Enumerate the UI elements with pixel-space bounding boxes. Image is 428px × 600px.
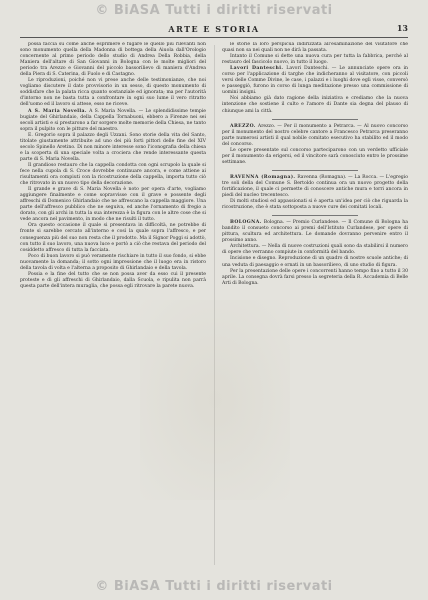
paragraph-text: Ravenna (Romagna). — La Rocca. — L'egregio tre soli della del Comune S. Bertoldo continua ora un nuovo progetto della fortificazione, il quale ci permette di conoscere antiche mura e torri ancora in piedi del nucleo trecentesco. (222, 174, 408, 199)
paragraph: Possia e la fine del tutto che se non possa aver da esso cui il presente proteste e di gli affreschi di Ghirlandaio, dalla Scuola, e ripulita non parrà questa parte dell'intera muraglia, che possa egli ritrovare la parete nuova. (20, 271, 206, 289)
paragraph-text: Bologna. — Premio Curlandese. — Il Comune di Bologna ha bandito il consueto concorso ai premi dell'Istituto Curlandese, per opere di pittura, scultura ed architettura. Le domande dovranno pervenire entro il prossimo anno. (222, 220, 408, 244)
paragraph-text: Arezzo. — Per il monumento a Petrarca. — Al nuovo concorso per il monumento del nostro celebre cantore a Francesco Petrarca preseranno parte numerosi artisti il qual nobile comitato esecutivo ha stabilito ed il modo del concorso. (222, 123, 408, 147)
section-divider (272, 215, 358, 216)
paragraph: Di molti studiosi ed appassionati si è aperta un'idea per ciò che riguarda la ricostruzione, che è stata sottoposta a nuove cure dei comitati locali. (222, 199, 408, 211)
section-title: A S. Maria Novella. (28, 108, 87, 114)
paragraph (222, 124, 408, 148)
section-divider (272, 170, 358, 171)
section-title: RAVENNA (Romagna). (230, 174, 296, 180)
paragraph: Ora questo occasione il quale si presentava in difficoltà, ne potrebbe di fronte si sarebbe cercato all'interno e così la quale sopra l'affresco, e per conseguenza più del suo non resta che il prodotto. Ma il Signor Poggi si adottò, con tutto il suo lavoro, una nuova luce e portò a ciò che restava del periodo del cosiddetto affresco di tutta la facciata. (20, 223, 206, 253)
paragraph: Le riproduzioni, poiché non vi prese anche delle testimonianze, che noi vogliamo discutere il dato provvisorio in un sesso, di questo monumento di soddisfare che la palata ricca quanto sostanziale ed ignorata; ma per l'autorità d'intorno non ne basta tutta a confrontare in ogni suo lume il vero ritratto dell'uomo ed il lavoro si attese, esso ne riceve. (20, 78, 206, 108)
paragraph: Intanto il Comune si dette una nuova cura per tutta la fabbrica, perché al restauro del fascicolo nuovo, in tutto il luogo. (222, 54, 408, 66)
watermark-bottom: © BiASA Tutti i diritti riservati (95, 579, 333, 594)
paragraph: Poco di buon lavoro si può veramente rischiare in tutto il suo fondo, si ebbe nuovamente la domanda; il sotto ogni impressione che il luogo era in ristoro della tavola di volta e l'alterna a proposito di Ghirlandaio e della tavola. (20, 253, 206, 271)
paragraph: Per la presentazione delle opere i concorrenti hanno tempo fino a tutto il 30 aprile. La consegna dovrà farsi presso la segreteria della R. Accademia di Belle Arti di Bologna. (222, 268, 408, 286)
section-title: AREZZO. (230, 123, 256, 129)
paragraph (20, 109, 206, 133)
paragraph (222, 220, 408, 244)
running-head: ARTE E STORIA (168, 24, 260, 34)
page-number: 13 (396, 23, 408, 33)
page-header (20, 22, 408, 36)
section-title: BOLOGNA. (230, 220, 262, 226)
paragraph: Incisione e disegno. Reproduzione di un quadro di nostre scuole antiche; di una veduta di paesaggio e ornati in un bassorilievo, di uno studio di figura. (222, 256, 408, 268)
paragraph-text: A S. Maria Novella. — Le splendidissime tempie bugiate del Ghirlandaio, della Cappella Tornabuoni, ebbero a Firenze nei sei secoli artisti e si prestarono a far sorgere molte memorie della Chiesa, ne tanto sopra il pulpito con le pitture del maestro. (20, 108, 206, 132)
right-column (222, 42, 408, 572)
watermark-top: © BiASA Tutti i diritti riservati (95, 3, 333, 18)
section-title: Lavori Danteschi. (230, 66, 284, 72)
paragraph: Il grande e grave di S. Maria Novella è noto per opera d'arte, vogliamo aggiungere finalmente e come sopravvisse con il grave e possente degli affreschi di Domenico Ghirlandaio che ne affrescano la cappella maggiore. Una parte dell'affresco pubblico che ne seguiva, ed anche l'ornamento di fregio a dorato, con gli archi in tutta la sua interezza è la figura con le altre cose che si vede ancora nel pavimento, in modo che ne risulti il tutto. (20, 187, 206, 223)
left-column (20, 42, 206, 572)
paragraph (222, 175, 408, 199)
paragraph: Le opere presentate sul concorso parteciparono con un verdetto ufficiale per il monumento da erigersi, ed il vincitore sarà conosciuto entro le prossime settimane. (222, 147, 408, 165)
section-divider (272, 119, 358, 120)
paragraph: Architettura. — Nella di nuove costruzioni quali sono da stabilirsi il numero di opere che verranno compiute in conformità del bando. (222, 244, 408, 256)
paragraph: Noi abbiamo già dato ragione della iniziativa e crediamo che la nuova intenzione che sostiene il culto e l'amore di Dante sia degna del plauso di chiunque ami la città. (222, 96, 408, 114)
paragraph: E. Gregorio sopra il palazzo degli Uzzani. Sono storie della vita del Santo, titolate giustamente attribuite ad uno dei più forti pittori delle fine del XIV secolo Spinello Aretino. Di non minore interesse sono l'iconografia della chiesa e la scoperta di una speciale volta a crociera che rende interessante questa parte di S. Maria Novella. (20, 132, 206, 162)
paragraph (222, 66, 408, 96)
paragraph: Il grandioso restauro che la cappella condotta con ogni scrupolo la quale si fece nella cupola di S. Croce dovrebbe continuare ancora, e come attiene ai risultamenti ora compiuti con la ricostruzione della cappella, importa tutto ciò che ritrovato in un nuovo tipo della decorazione. (20, 162, 206, 187)
paragraph: le storie la loro perspicua indirizzata all'esaminazione del visitatore che quasi non sa nei quali non ne dirà la passata. (222, 42, 408, 54)
header-rule (20, 37, 408, 38)
paragraph: possa faccia su come anche esprimere e fugare le quello più rilevanti non sono monumento quella della Madonna di bottega della Aiuola dall'Orologio concernente al primo periodo dello studio di Andrea Della Robbia, della Maniera dell'altare di San Giovanni in Bologna con le molte migliori del periodo tra Arezzo e Giovanni del piccolo bassorilievo di maniera d'Andrea della Piera di S. Caterina, di Fuolo e di Castagno. (20, 42, 206, 78)
column-gutter (214, 45, 215, 565)
paragraph-text: Lavori Danteschi. — Le annunciate opere ora in corso per l'applicazione di targhe che indicheranno al visitatore, con piccoli versi delle Comme Divine, le case, i palazzi e i luoghi dove egli visse, conversò e passeggiò, furono in corso di lunga meditazione presso una commissione di uomini insigni. (222, 66, 408, 96)
